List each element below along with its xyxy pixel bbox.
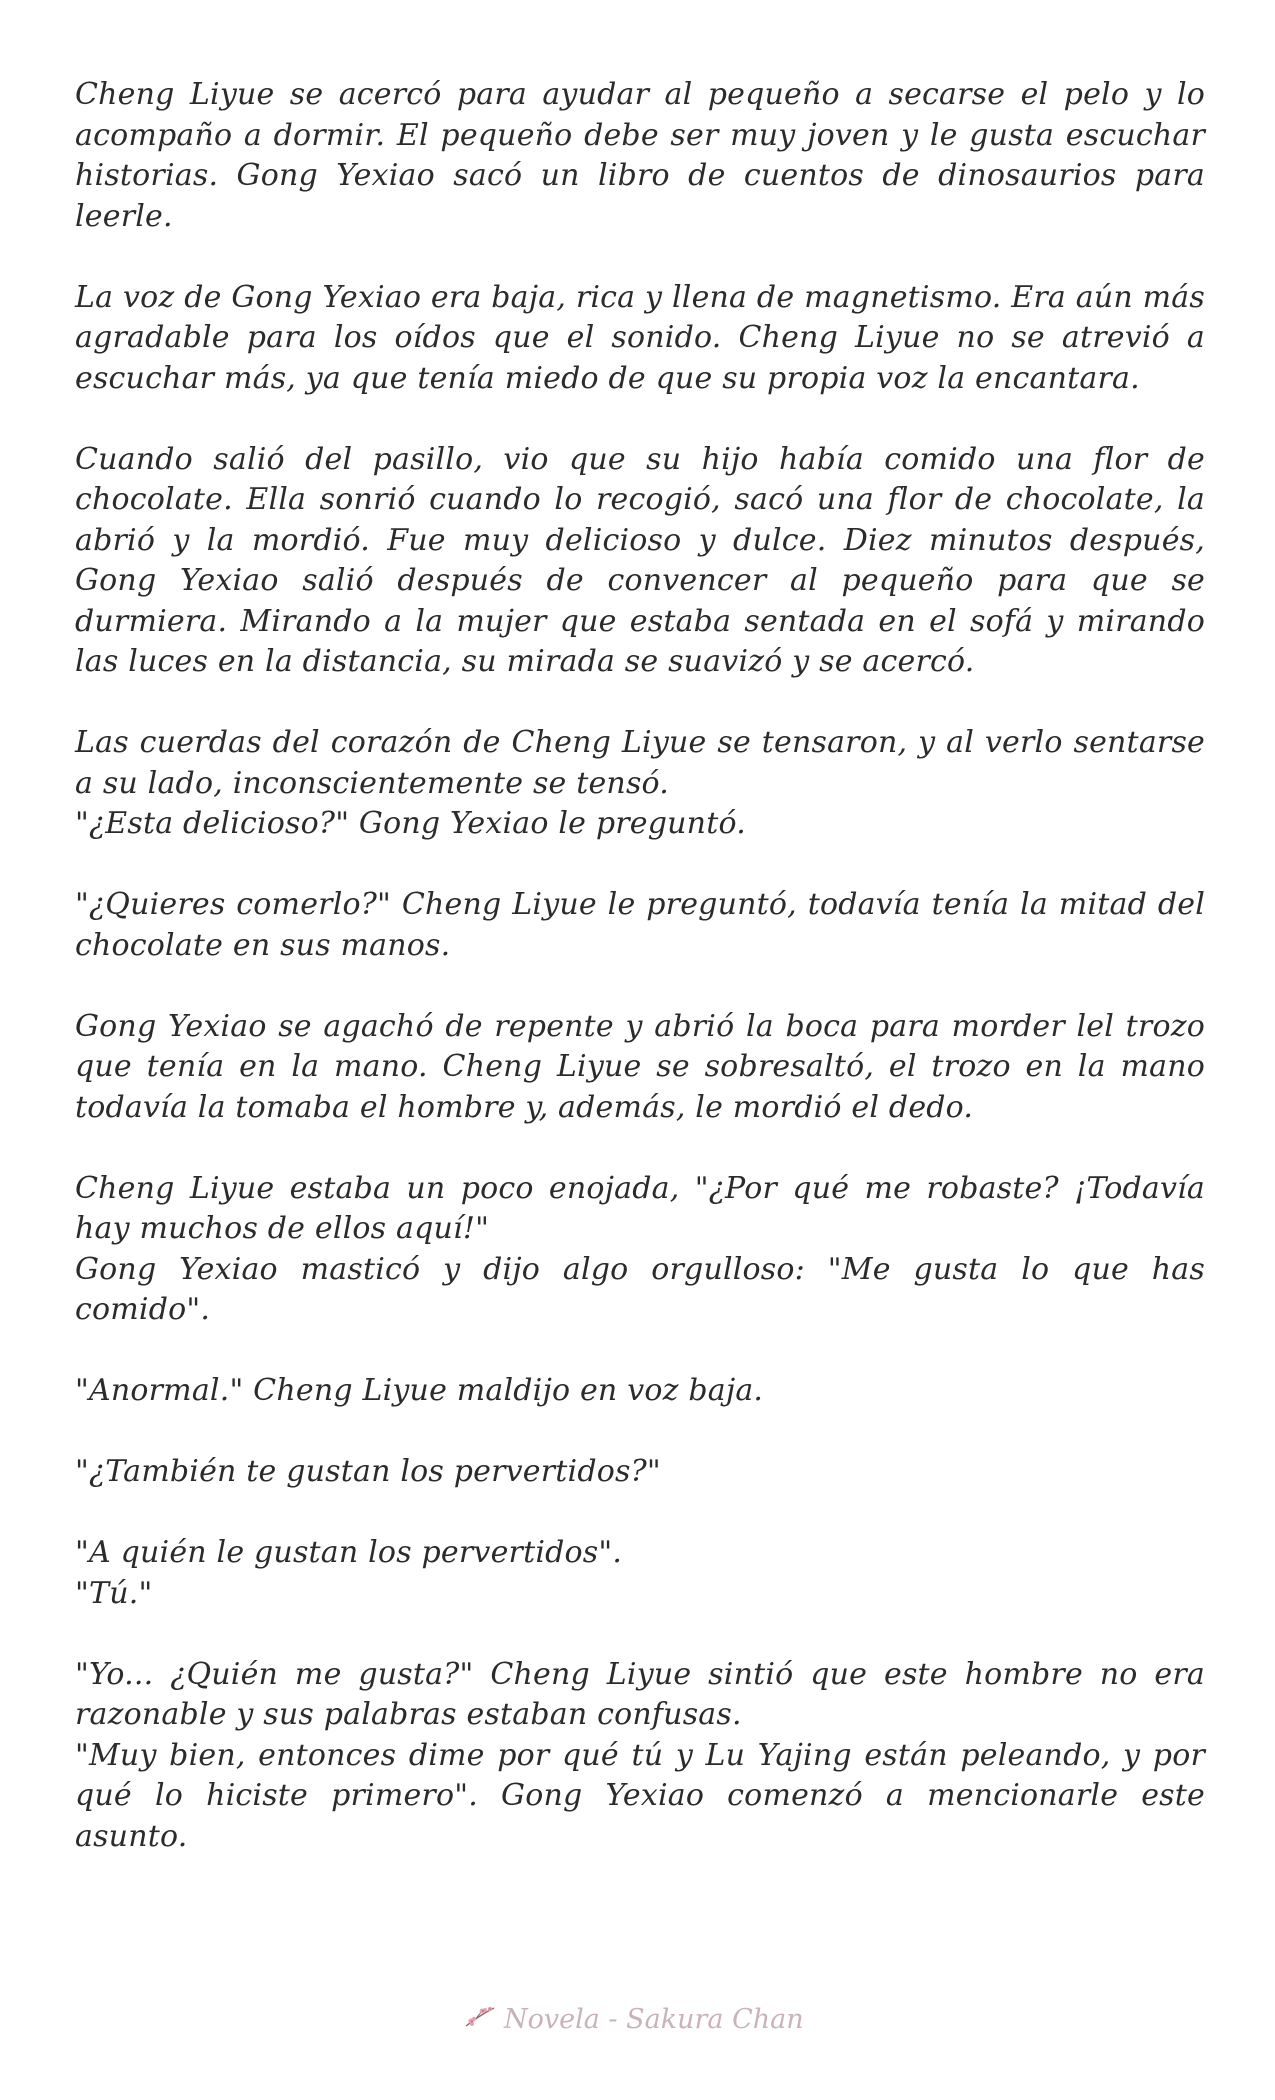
paragraph-line: Cheng Liyue estaba un poco enojada, "¿Por qué me robaste? ¡Todavía hay muchos de ellos aquí!": [75, 1170, 1205, 1246]
paragraph-line: "¿También te gustan los pervertidos?": [75, 1454, 661, 1489]
paragraph-2: [75, 278, 1205, 400]
paragraph-11: [75, 1655, 1205, 1858]
paragraph-line: "Yo... ¿Quién me gusta?" Cheng Liyue sintió que este hombre no era razonable y sus palabras estaban confusas.: [75, 1656, 1205, 1732]
paragraph-6: [75, 1007, 1205, 1129]
paragraph-4: [75, 723, 1205, 845]
watermark: [462, 1998, 842, 2040]
paragraph-8: [75, 1371, 1205, 1412]
paragraph-line: La voz de Gong Yexiao era baja, rica y llena de magnetismo. Era aún más agradable para los oídos que el sonido. Cheng Liyue no se atrevió a escuchar más, ya que tenía miedo de que su propia voz la encantara.: [75, 279, 1205, 396]
paragraph-line: "Tú.": [75, 1575, 153, 1611]
cherry-blossom-icon: [462, 2002, 498, 2037]
paragraph-9: [75, 1452, 1205, 1493]
paragraph-line: "Anormal." Cheng Liyue maldijo en voz baja.: [75, 1373, 764, 1408]
paragraph-5: [75, 885, 1205, 966]
paragraph-3: [75, 440, 1205, 683]
paragraph-10: [75, 1533, 1205, 1614]
paragraph-1: [75, 75, 1205, 237]
paragraph-7: [75, 1169, 1205, 1331]
paragraph-line: "Muy bien, entonces dime por qué tú y Lu Yajing están peleando, y por qué lo hiciste primero". Gong Yexiao comenzó a mencionarle este asunto.: [75, 1737, 1205, 1854]
paragraph-line: Cheng Liyue se acercó para ayudar al pequeño a secarse el pelo y lo acompaño a dormir. El pequeño debe ser muy joven y le gusta escuchar historias. Gong Yexiao sacó un libro de cuentos de dinosaurios para leerle.: [75, 77, 1205, 234]
paragraph-line: Las cuerdas del corazón de Cheng Liyue se tensaron, y al verlo sentarse a su lado, inconscientemente se tensó.: [75, 725, 1205, 801]
paragraph-line: "¿Esta delicioso?" Gong Yexiao le preguntó.: [75, 806, 746, 841]
paragraph-line: Gong Yexiao masticó y dijo algo orgulloso: "Me gusta lo que has comido".: [75, 1251, 1205, 1327]
document-body: [75, 75, 1205, 1898]
watermark-text: Novela - Sakura Chan: [504, 2003, 804, 2035]
paragraph-line: Cuando salió del pasillo, vio que su hijo había comido una flor de chocolate. Ella sonrió cuando lo recogió, sacó una flor de chocolate, la abrió y la mordió. Fue muy delicioso y dulce. Diez minutos después, Gong Yexiao salió después de convencer al pequeño para que se durmiera. Mirando a la mujer que estaba sentada en el sofá y mirando las luces en la distancia, su mirada se suavizó y se acercó.: [75, 441, 1205, 679]
paragraph-line: "¿Quieres comerlo?" Cheng Liyue le preguntó, todavía tenía la mitad del chocolate en sus manos.: [75, 887, 1205, 963]
paragraph-line: "A quién le gustan los pervertidos".: [75, 1535, 623, 1570]
paragraph-line: Gong Yexiao se agachó de repente y abrió la boca para morder lel trozo que tenía en la mano. Cheng Liyue se sobresaltó, el trozo en la mano todavía la tomaba el hombre y, además, le mordió el dedo.: [75, 1008, 1205, 1125]
